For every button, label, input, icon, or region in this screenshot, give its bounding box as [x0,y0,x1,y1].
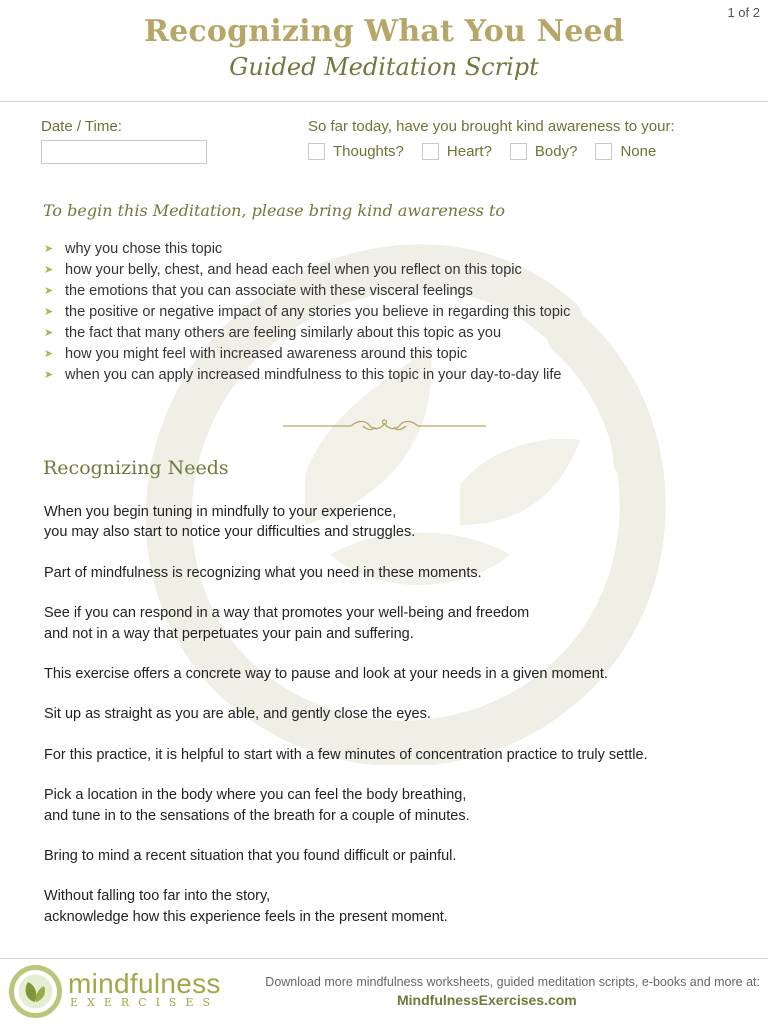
list-item-text: the fact that many others are feeling similarly about this topic as you [65,325,502,341]
arrow-bullet-icon: ➤ [44,327,54,339]
heart-checkbox[interactable] [422,143,439,160]
paragraph [44,603,744,644]
page-subtitle: Guided Meditation Script [229,53,539,81]
logo-subtitle: EXERCISES [70,996,220,1009]
paragraph-line: Bring to mind a recent situation that you found difficult or painful. [44,848,457,865]
intro-heading: To begin this Meditation, please bring kind awareness to [43,201,506,220]
thoughts-checkbox[interactable] [308,143,325,160]
paragraph-line: Sit up as straight as you are able, and gently close the eyes. [44,706,431,723]
list-item-text: how your belly, chest, and head each feel when you reflect on this topic [65,262,522,278]
arrow-bullet-icon: ➤ [44,243,54,255]
body-checkbox[interactable] [510,143,527,160]
paragraph-line: you may also start to notice your difficulties and struggles. [44,524,416,541]
paragraph [44,785,744,826]
list-item-text: why you chose this topic [65,241,223,257]
option-heart[interactable] [422,143,492,160]
none-checkbox[interactable] [595,143,612,160]
paragraph [44,846,744,866]
list-item [44,365,570,386]
footer-divider [0,958,768,959]
awareness-question: So far today, have you brought kind awareness to your: [308,118,675,135]
date-time-label: Date / Time: [41,118,122,135]
section-heading: Recognizing Needs [43,457,229,479]
paragraph [44,745,744,765]
paragraph-line: See if you can respond in a way that promotes your well-being and freedom [44,605,530,622]
intro-bullet-list [44,239,570,386]
arrow-bullet-icon: ➤ [44,264,54,276]
paragraph-line: Without falling too far into the story, [44,888,271,905]
footer-note: Download more mindfulness worksheets, guided meditation scripts, e-books and more at: [265,975,760,989]
paragraph-line: When you begin tuning in mindfully to your experience, [44,504,397,520]
option-none[interactable] [595,143,656,160]
list-item-text: the positive or negative impact of any stories you believe in regarding this topic [65,304,571,320]
option-thoughts[interactable] [308,143,404,160]
page-title: Recognizing What You Need [143,14,625,49]
date-time-field[interactable] [41,140,207,164]
paragraph-line: and not in a way that perpetuates your pain and suffering. [44,625,414,642]
ornament-divider-icon [283,416,486,436]
website-link[interactable]: MindfulnessExercises.com [397,992,577,1008]
paragraph-line: This exercise offers a concrete way to pause and look at your needs in a given moment. [44,666,608,683]
list-item-text: how you might feel with increased awareness around this topic [65,346,468,362]
header [0,0,768,102]
paragraph-line: Pick a location in the body where you can feel the body breathing, [44,787,467,804]
list-item [44,323,570,344]
arrow-bullet-icon: ➤ [44,306,54,318]
page-indicator: 1 of 2 [727,5,760,20]
list-item [44,344,570,365]
script-body [44,502,744,947]
paragraph [44,664,744,684]
option-label: Thoughts? [333,143,404,160]
paragraph-line: and tune in to the sensations of the breath for a couple of minutes. [44,807,470,824]
paragraph [44,502,744,543]
option-label: Body? [534,143,578,160]
option-label: None [620,143,657,160]
option-body[interactable] [510,143,578,160]
paragraph-line: acknowledge how this experience feels in the present moment. [44,908,448,925]
list-item [44,302,570,323]
awareness-options [308,143,674,160]
paragraph [44,886,744,927]
arrow-bullet-icon: ➤ [44,369,54,381]
list-item-text: the emotions that you can associate with these visceral feelings [65,283,473,299]
logo-wordmark: mindfulness [68,968,221,999]
list-item-text: when you can apply increased mindfulness to this topic in your day-to-day life [65,367,562,383]
arrow-bullet-icon: ➤ [44,285,54,297]
paragraph [44,563,744,583]
paragraph-line: Part of mindfulness is recognizing what you need in these moments. [44,564,482,581]
list-item [44,260,570,281]
list-item [44,239,570,260]
option-label: Heart? [446,143,492,160]
list-item [44,281,570,302]
paragraph-line: For this practice, it is helpful to start with a few minutes of concentration practice to truly settle. [44,746,648,763]
mindfulness-logo-icon [8,964,63,1019]
arrow-bullet-icon: ➤ [44,348,54,360]
paragraph [44,704,744,724]
